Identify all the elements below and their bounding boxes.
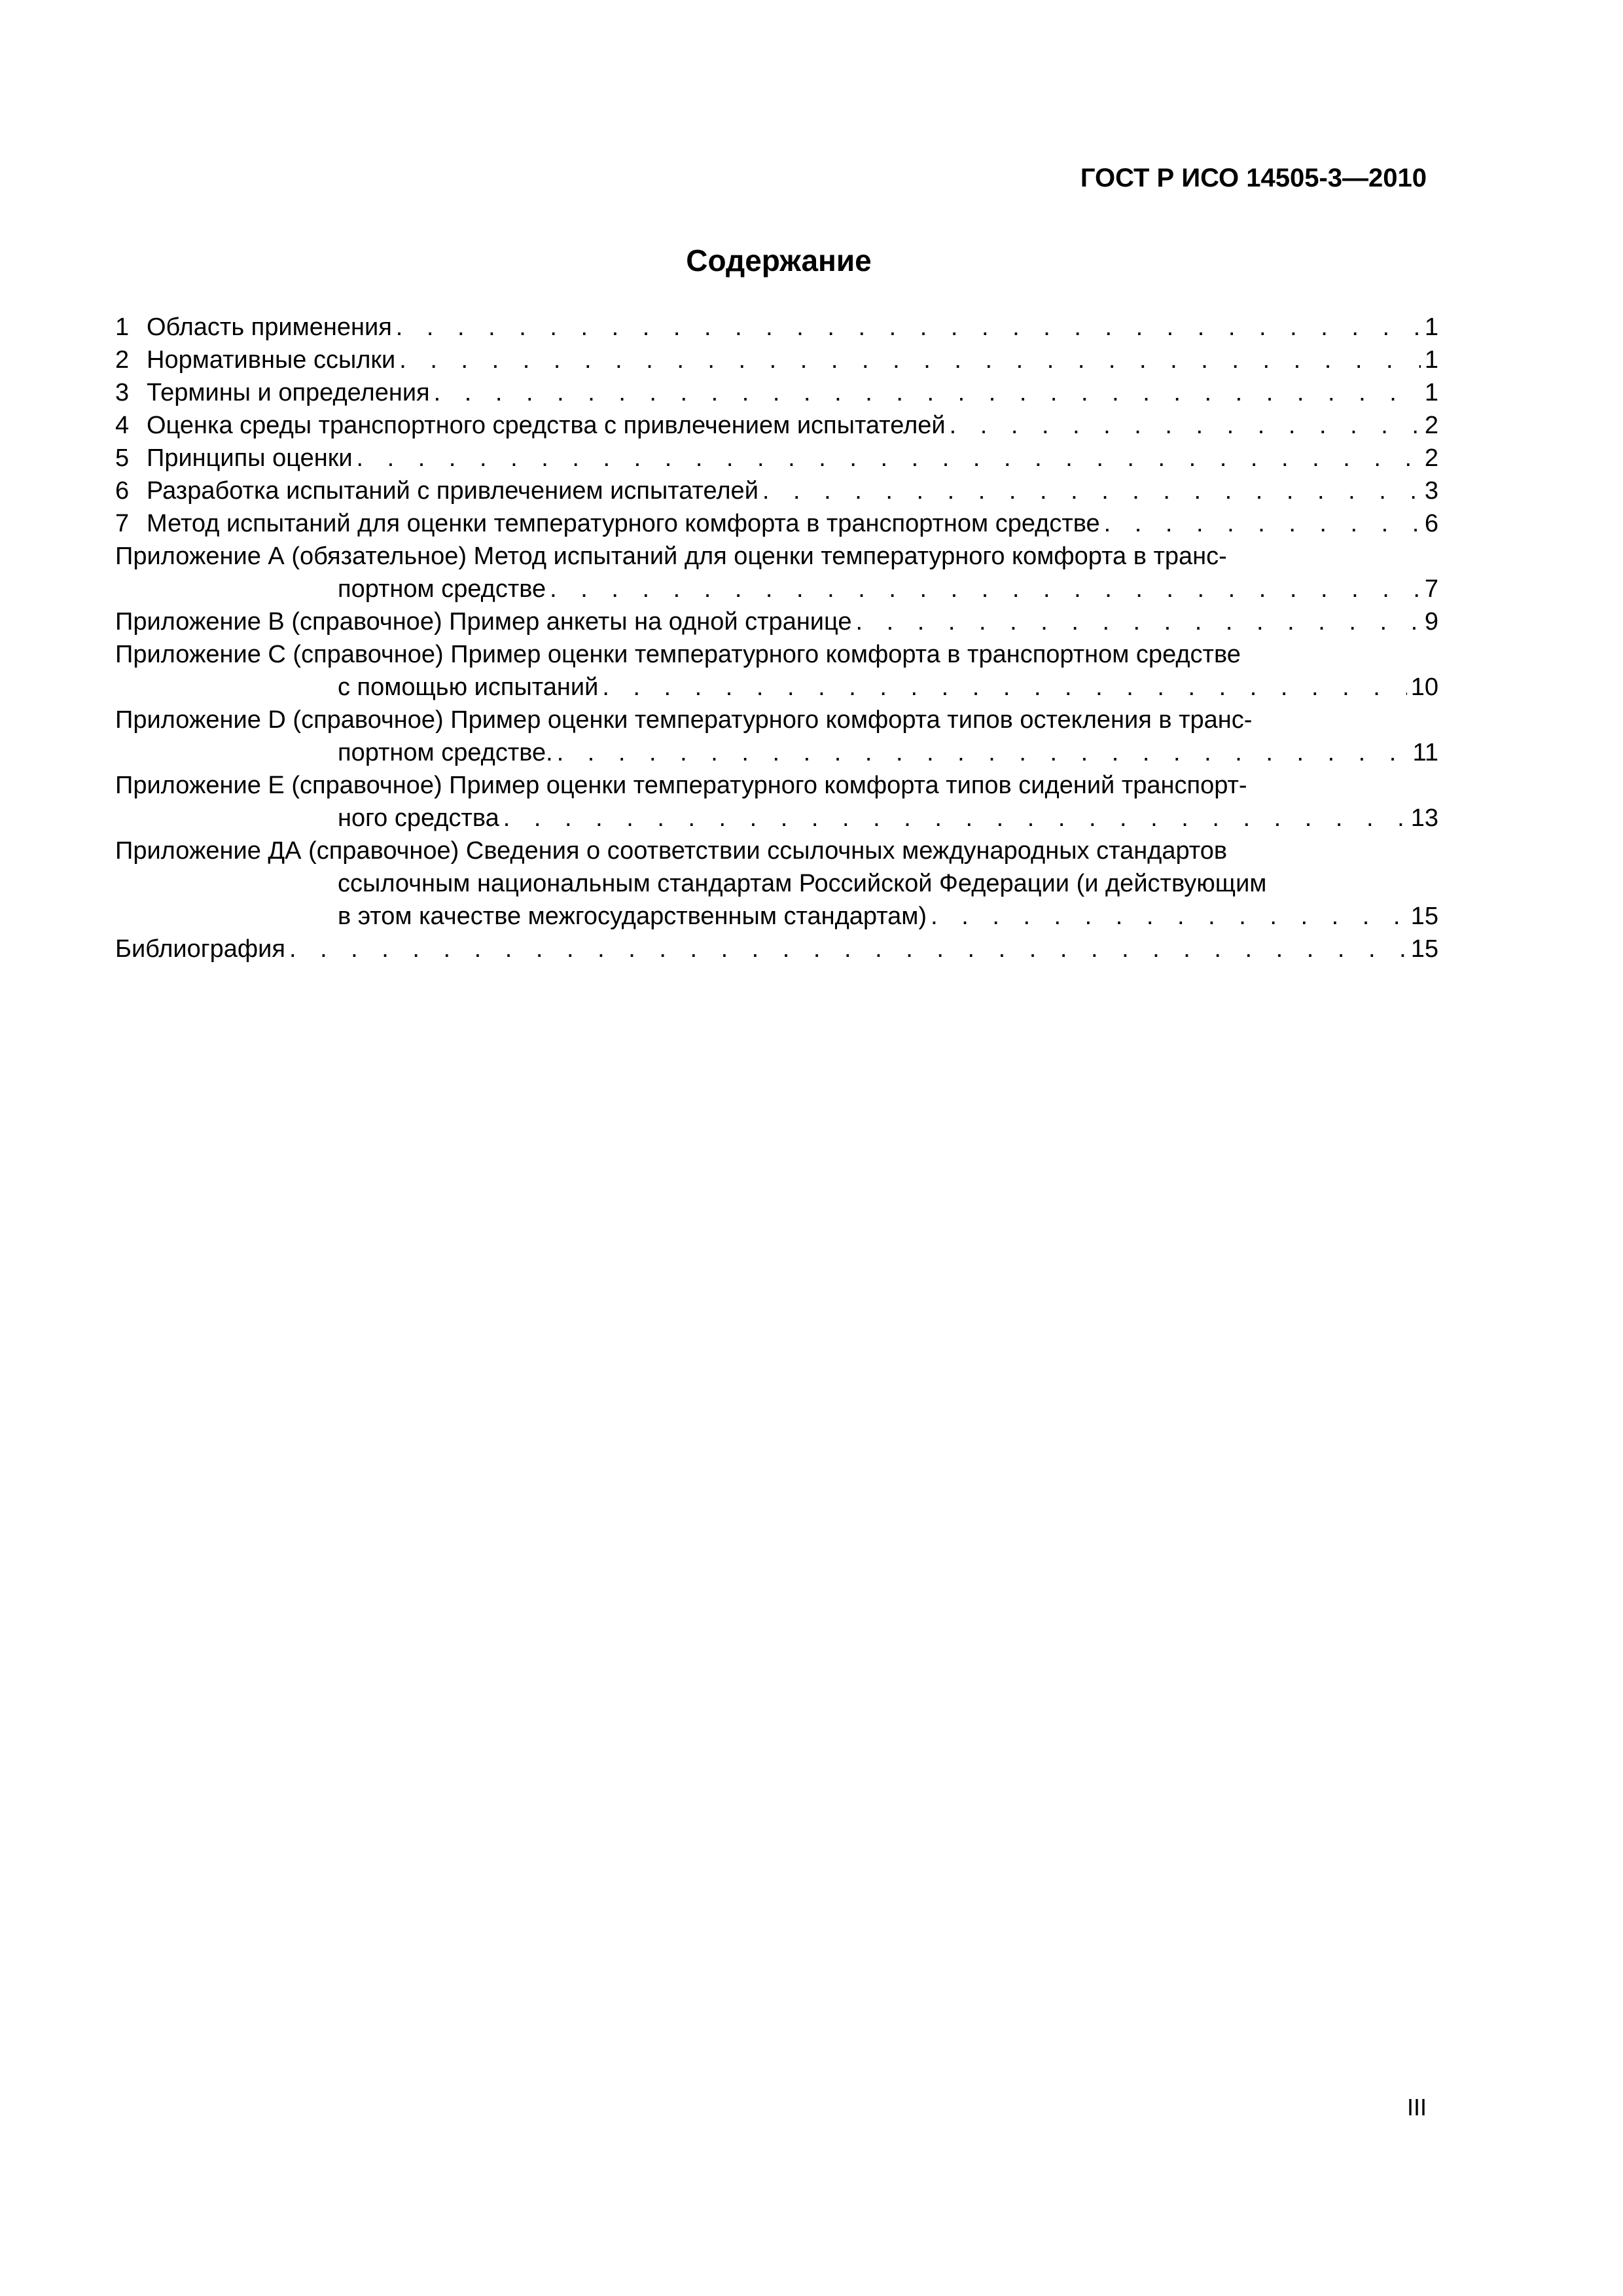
toc-entry-title: Принципы оценки — [147, 444, 353, 472]
toc-entry-page: 1 — [1424, 346, 1438, 374]
toc-entry-page: 6 — [1424, 510, 1438, 537]
leader-dots — [503, 802, 1407, 834]
leader-dots — [931, 900, 1407, 933]
leader-dots — [396, 311, 1421, 344]
toc-entry-title: портном средстве — [338, 575, 546, 603]
toc-entry-title: Метод испытаний для оценки температурного комфорта в транспортном средстве — [147, 510, 1100, 537]
document-code: ГОСТ Р ИСО 14505-3—2010 — [1080, 164, 1427, 192]
toc-appendix-e-line-1[interactable]: Приложение Е (справочное) Пример оценки температурного комфорта типов сидений транспорт- — [115, 772, 1247, 799]
toc-bibliography[interactable] — [115, 933, 1438, 965]
toc-appendix-e[interactable] — [115, 802, 1438, 834]
toc-entry-page: 2 — [1424, 412, 1438, 439]
toc-entry-3[interactable] — [115, 376, 1438, 409]
toc-appendix-da[interactable] — [115, 900, 1438, 933]
toc-entry-title: ного средства — [338, 804, 499, 832]
toc-entry-title: Область применения — [147, 314, 392, 341]
toc-entry-number: 3 — [115, 379, 130, 406]
toc-entry-5[interactable] — [115, 442, 1438, 475]
toc-entry-title: Библиография — [115, 935, 285, 963]
toc-entry-number: 1 — [115, 314, 130, 341]
toc-entry-title: с помощью испытаний — [338, 673, 599, 701]
page-number: III — [1406, 2094, 1427, 2121]
leader-dots — [762, 475, 1421, 507]
toc-entry-title: портном средстве. — [338, 739, 553, 766]
toc-entry-page: 1 — [1424, 314, 1438, 341]
leader-dots — [399, 344, 1421, 376]
toc-entry-number: 5 — [115, 444, 130, 472]
toc-entry-number: 4 — [115, 412, 130, 439]
leader-dots — [856, 605, 1421, 638]
toc-entry-title: в этом качестве межгосударственным стандартам) — [338, 903, 927, 930]
toc-entry-page: 15 — [1410, 935, 1438, 963]
table-of-contents — [115, 311, 1438, 965]
toc-entry-4[interactable] — [115, 409, 1438, 442]
toc-entry-title: Оценка среды транспортного средства с привлечением испытателей — [147, 412, 946, 439]
toc-appendix-da-line-2[interactable]: ссылочным национальным стандартам Российской Федерации (и действующим — [338, 870, 1267, 897]
toc-heading: Содержание — [686, 243, 872, 278]
toc-entry-page: 13 — [1410, 804, 1438, 832]
toc-appendix-c[interactable] — [115, 671, 1438, 704]
toc-entry-1[interactable] — [115, 311, 1438, 344]
leader-dots — [950, 409, 1421, 442]
toc-entry-page: 2 — [1424, 444, 1438, 472]
toc-entry-number: 6 — [115, 477, 130, 505]
toc-entry-title: Термины и определения — [147, 379, 430, 406]
toc-entry-number: 2 — [115, 346, 130, 374]
leader-dots — [550, 573, 1421, 605]
toc-entry-page: 7 — [1424, 575, 1438, 603]
leader-dots — [602, 671, 1406, 704]
leader-dots — [434, 376, 1421, 409]
toc-entry-page: 10 — [1410, 673, 1438, 701]
toc-appendix-c-line-1[interactable]: Приложение С (справочное) Пример оценки температурного комфорта в транспортном средстве — [115, 641, 1241, 668]
toc-appendix-b[interactable] — [115, 605, 1438, 638]
toc-entry-title: Разработка испытаний с привлечением испытателей — [147, 477, 758, 505]
toc-entry-2[interactable] — [115, 344, 1438, 376]
toc-appendix-a-line-1[interactable]: Приложение А (обязательное) Метод испытаний для оценки температурного комфорта в транс- — [115, 543, 1227, 570]
toc-appendix-a[interactable] — [115, 573, 1438, 605]
toc-entry-7[interactable] — [115, 507, 1438, 540]
leader-dots — [289, 933, 1407, 965]
toc-entry-page: 15 — [1410, 903, 1438, 930]
toc-entry-page: 3 — [1424, 477, 1438, 505]
toc-entry-title: Нормативные ссылки — [147, 346, 396, 374]
toc-entry-6[interactable] — [115, 475, 1438, 507]
toc-appendix-d-line-1[interactable]: Приложение D (справочное) Пример оценки температурного комфорта типов остекления в транс- — [115, 706, 1253, 734]
toc-entry-page: 1 — [1424, 379, 1438, 406]
toc-entry-number: 7 — [115, 510, 130, 537]
leader-dots — [557, 736, 1409, 769]
toc-appendix-d[interactable] — [115, 736, 1438, 769]
toc-entry-title: Приложение В (справочное) Пример анкеты на одной странице — [115, 608, 852, 636]
leader-dots — [1104, 507, 1421, 540]
toc-entry-page: 9 — [1424, 608, 1438, 636]
toc-appendix-da-line-1[interactable]: Приложение ДА (справочное) Сведения о соответствии ссылочных международных стандартов — [115, 837, 1228, 865]
toc-entry-page: 11 — [1412, 739, 1438, 766]
leader-dots — [357, 442, 1421, 475]
